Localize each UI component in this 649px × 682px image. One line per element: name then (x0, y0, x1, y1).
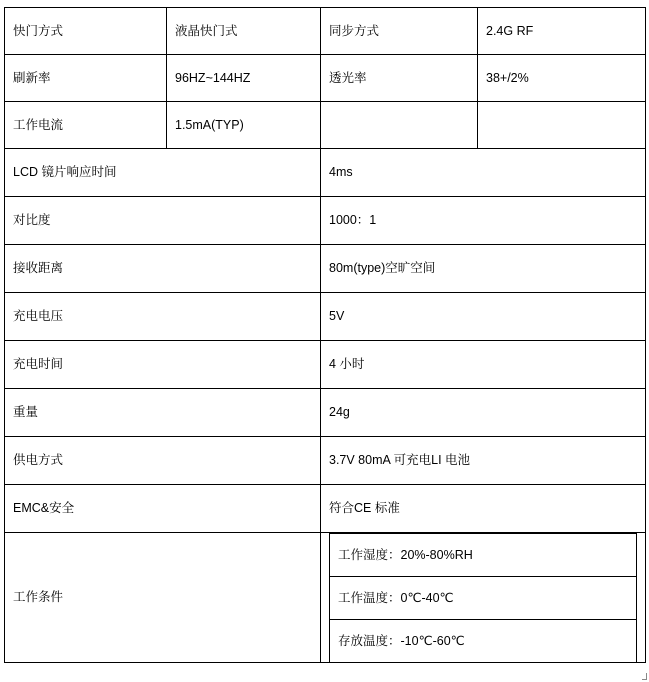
cell-contrast-value: 1000：1 (321, 197, 646, 245)
cell-sync-mode-value: 2.4G RF (478, 8, 646, 55)
table-row (5, 437, 646, 485)
table-row-working-conditions (5, 533, 646, 663)
page-corner-mark (642, 673, 647, 680)
cell-lcd-response-label: LCD 镜片响应时间 (5, 149, 321, 197)
table-row (5, 389, 646, 437)
cell-receive-distance-label: 接收距离 (5, 245, 321, 293)
table-row (5, 55, 646, 102)
storage-temperature-value: 存放温度：-10℃-60℃ (330, 620, 637, 663)
cell-sync-mode-label: 同步方式 (321, 8, 478, 55)
cell-empty-1 (321, 102, 478, 149)
cell-charge-time-value: 4 小时 (321, 341, 646, 389)
cell-receive-distance-value: 80m(type)空旷空间 (321, 245, 646, 293)
list-item (330, 620, 637, 663)
cell-working-conditions-label: 工作条件 (5, 533, 321, 663)
cell-emc-safety-label: EMC&安全 (5, 485, 321, 533)
cell-weight-label: 重量 (5, 389, 321, 437)
table-row (5, 149, 646, 197)
table-row (5, 102, 646, 149)
table-row (5, 245, 646, 293)
cell-empty-2 (478, 102, 646, 149)
cell-contrast-label: 对比度 (5, 197, 321, 245)
cell-lcd-response-value: 4ms (321, 149, 646, 197)
spec-table (4, 7, 646, 663)
list-item (330, 534, 637, 577)
working-conditions-list (329, 533, 637, 662)
table-row (5, 8, 646, 55)
cell-power-supply-value: 3.7V 80mA 可充电LI 电池 (321, 437, 646, 485)
table-row (5, 197, 646, 245)
table-row (5, 293, 646, 341)
cell-shutter-type-value: 液晶快门式 (167, 8, 321, 55)
cell-working-current-value: 1.5mA(TYP) (167, 102, 321, 149)
list-item (330, 577, 637, 620)
working-humidity-value: 工作湿度：20%-80%RH (330, 534, 637, 577)
cell-charge-voltage-label: 充电电压 (5, 293, 321, 341)
cell-charge-voltage-value: 5V (321, 293, 646, 341)
cell-transmittance-value: 38+/2% (478, 55, 646, 102)
cell-working-conditions-values (321, 533, 646, 663)
table-row (5, 485, 646, 533)
cell-charge-time-label: 充电时间 (5, 341, 321, 389)
cell-refresh-rate-value: 96HZ~144HZ (167, 55, 321, 102)
cell-working-current-label: 工作电流 (5, 102, 167, 149)
cell-transmittance-label: 透光率 (321, 55, 478, 102)
document-page (0, 7, 649, 682)
cell-refresh-rate-label: 刷新率 (5, 55, 167, 102)
cell-shutter-type-label: 快门方式 (5, 8, 167, 55)
table-row (5, 341, 646, 389)
cell-weight-value: 24g (321, 389, 646, 437)
cell-power-supply-label: 供电方式 (5, 437, 321, 485)
cell-emc-safety-value: 符合CE 标准 (321, 485, 646, 533)
working-temperature-value: 工作温度：0℃-40℃ (330, 577, 637, 620)
